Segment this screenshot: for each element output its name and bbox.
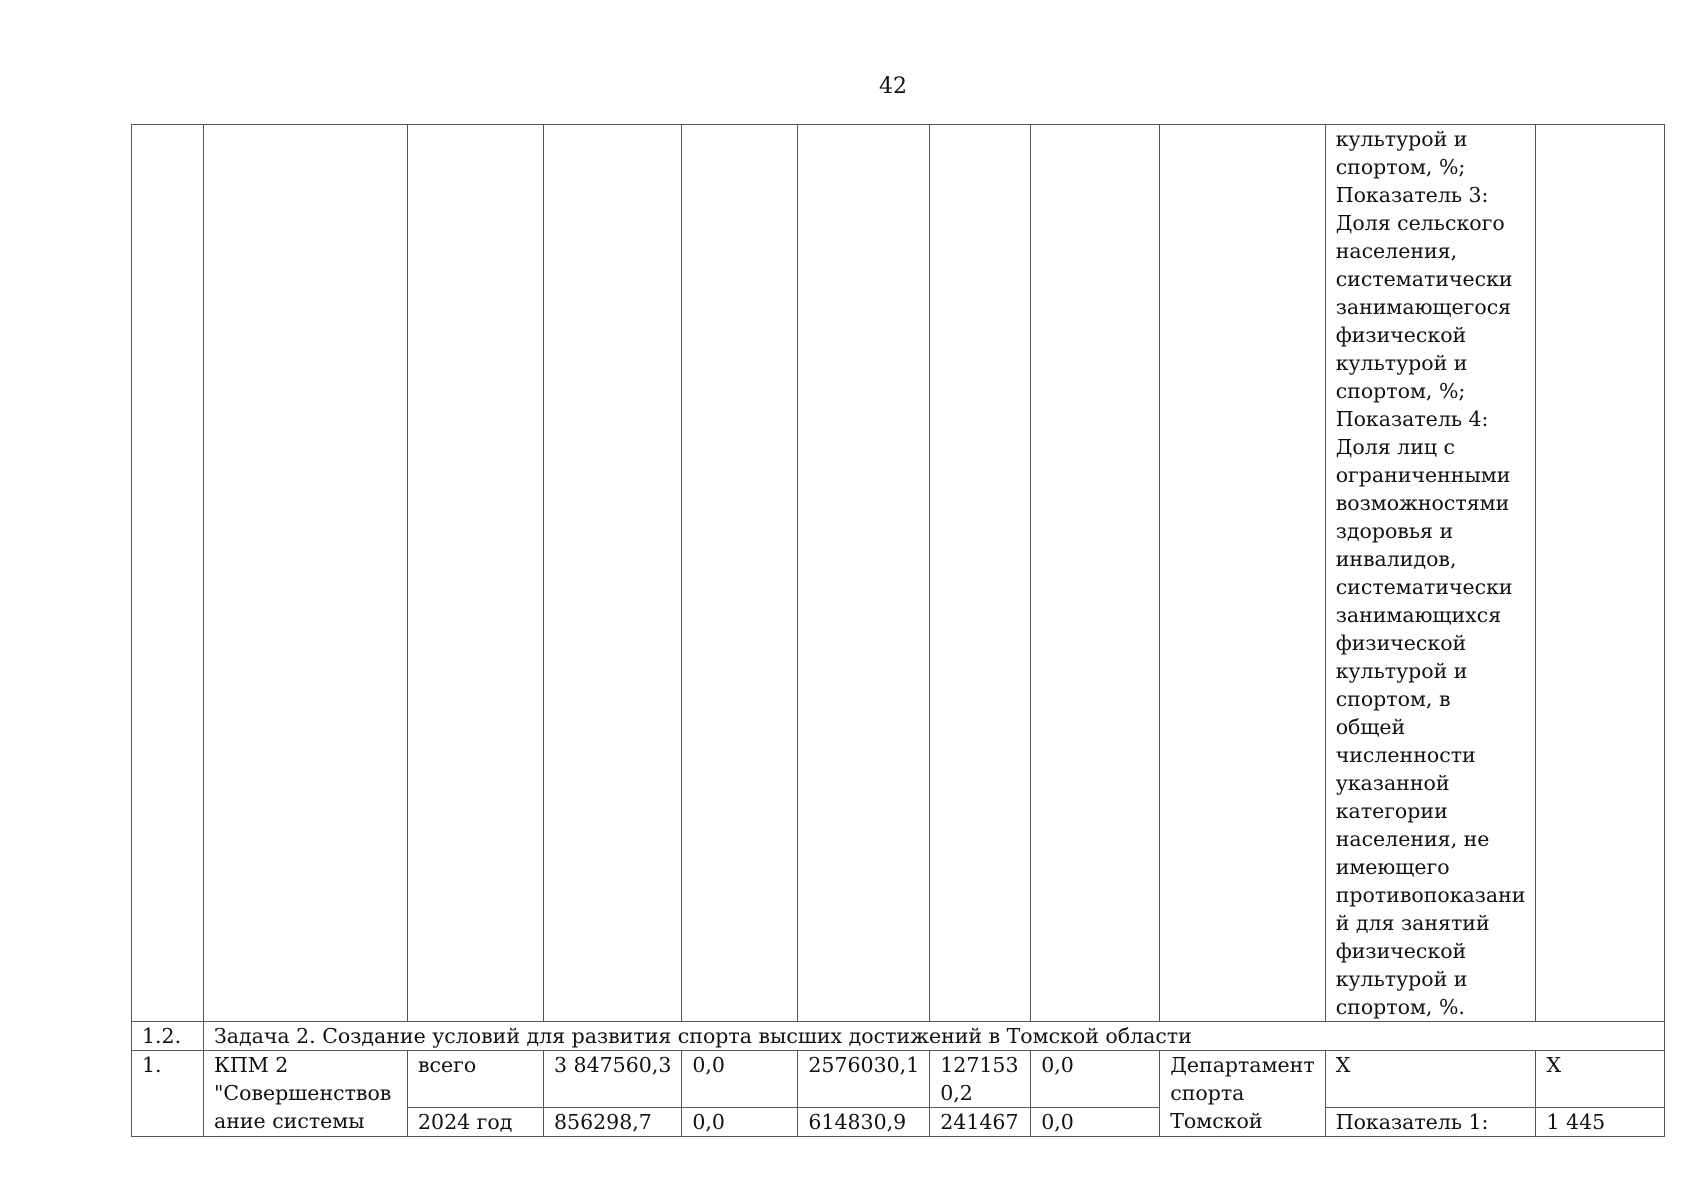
task-title: Задача 2. Создание условий для развития спорта высших достижений в Томской области — [204, 1022, 1665, 1051]
task-number: 1.2. — [132, 1022, 204, 1051]
task-row — [132, 1022, 1665, 1051]
kpm-local: 127153 0,2 — [930, 1051, 1031, 1108]
empty-cell-value — [1536, 125, 1665, 1022]
kpm-executor: Департамент спорта Томской — [1160, 1051, 1325, 1137]
kpm-federal: 0,0 — [682, 1108, 798, 1137]
empty-cell-period — [408, 125, 544, 1022]
kpm-other: 0,0 — [1031, 1108, 1160, 1137]
kpm-period: 2024 год — [408, 1108, 544, 1137]
kpm-total: 3 847560,3 — [544, 1051, 682, 1108]
kpm-regional: 614830,9 — [798, 1108, 930, 1137]
kpm-other: 0,0 — [1031, 1051, 1160, 1108]
kpm-value: Х — [1536, 1051, 1665, 1108]
program-table — [131, 124, 1665, 1137]
kpm-indicator: Показатель 1: — [1325, 1108, 1536, 1137]
empty-cell-local — [930, 125, 1031, 1022]
empty-cell-regional — [798, 125, 930, 1022]
kpm-name: КПМ 2 "Совершенствов ание системы — [204, 1051, 408, 1137]
empty-cell-number — [132, 125, 204, 1022]
indicator-description-cell: культурой и спортом, %; Показатель 3: Доля сельского населения, систематически занимающегося физической культурой и спортом, %; Показатель 4: Доля лиц с ограниченными возможностями здоровья и инвалидов, систематически занимающихся физической культурой и спортом, в общей численности указанной категории населения, не имеющего противопоказани й для занятий физической культурой и спортом, %. — [1325, 125, 1536, 1022]
kpm-value: 1 445 — [1536, 1108, 1665, 1137]
empty-cell-executor — [1160, 125, 1325, 1022]
kpm-period: всего — [408, 1051, 544, 1108]
kpm-total: 856298,7 — [544, 1108, 682, 1137]
kpm-number: 1. — [132, 1051, 204, 1137]
empty-cell-total — [544, 125, 682, 1022]
kpm-local: 241467 — [930, 1108, 1031, 1137]
page-number: 42 — [879, 74, 907, 99]
empty-cell-name — [204, 125, 408, 1022]
kpm-federal: 0,0 — [682, 1051, 798, 1108]
empty-cell-other — [1031, 125, 1160, 1022]
continuation-row — [132, 125, 1665, 1022]
kpm-regional: 2576030,1 — [798, 1051, 930, 1108]
kpm-indicator: Х — [1325, 1051, 1536, 1108]
empty-cell-federal — [682, 125, 798, 1022]
kpm-row-total — [132, 1051, 1665, 1108]
